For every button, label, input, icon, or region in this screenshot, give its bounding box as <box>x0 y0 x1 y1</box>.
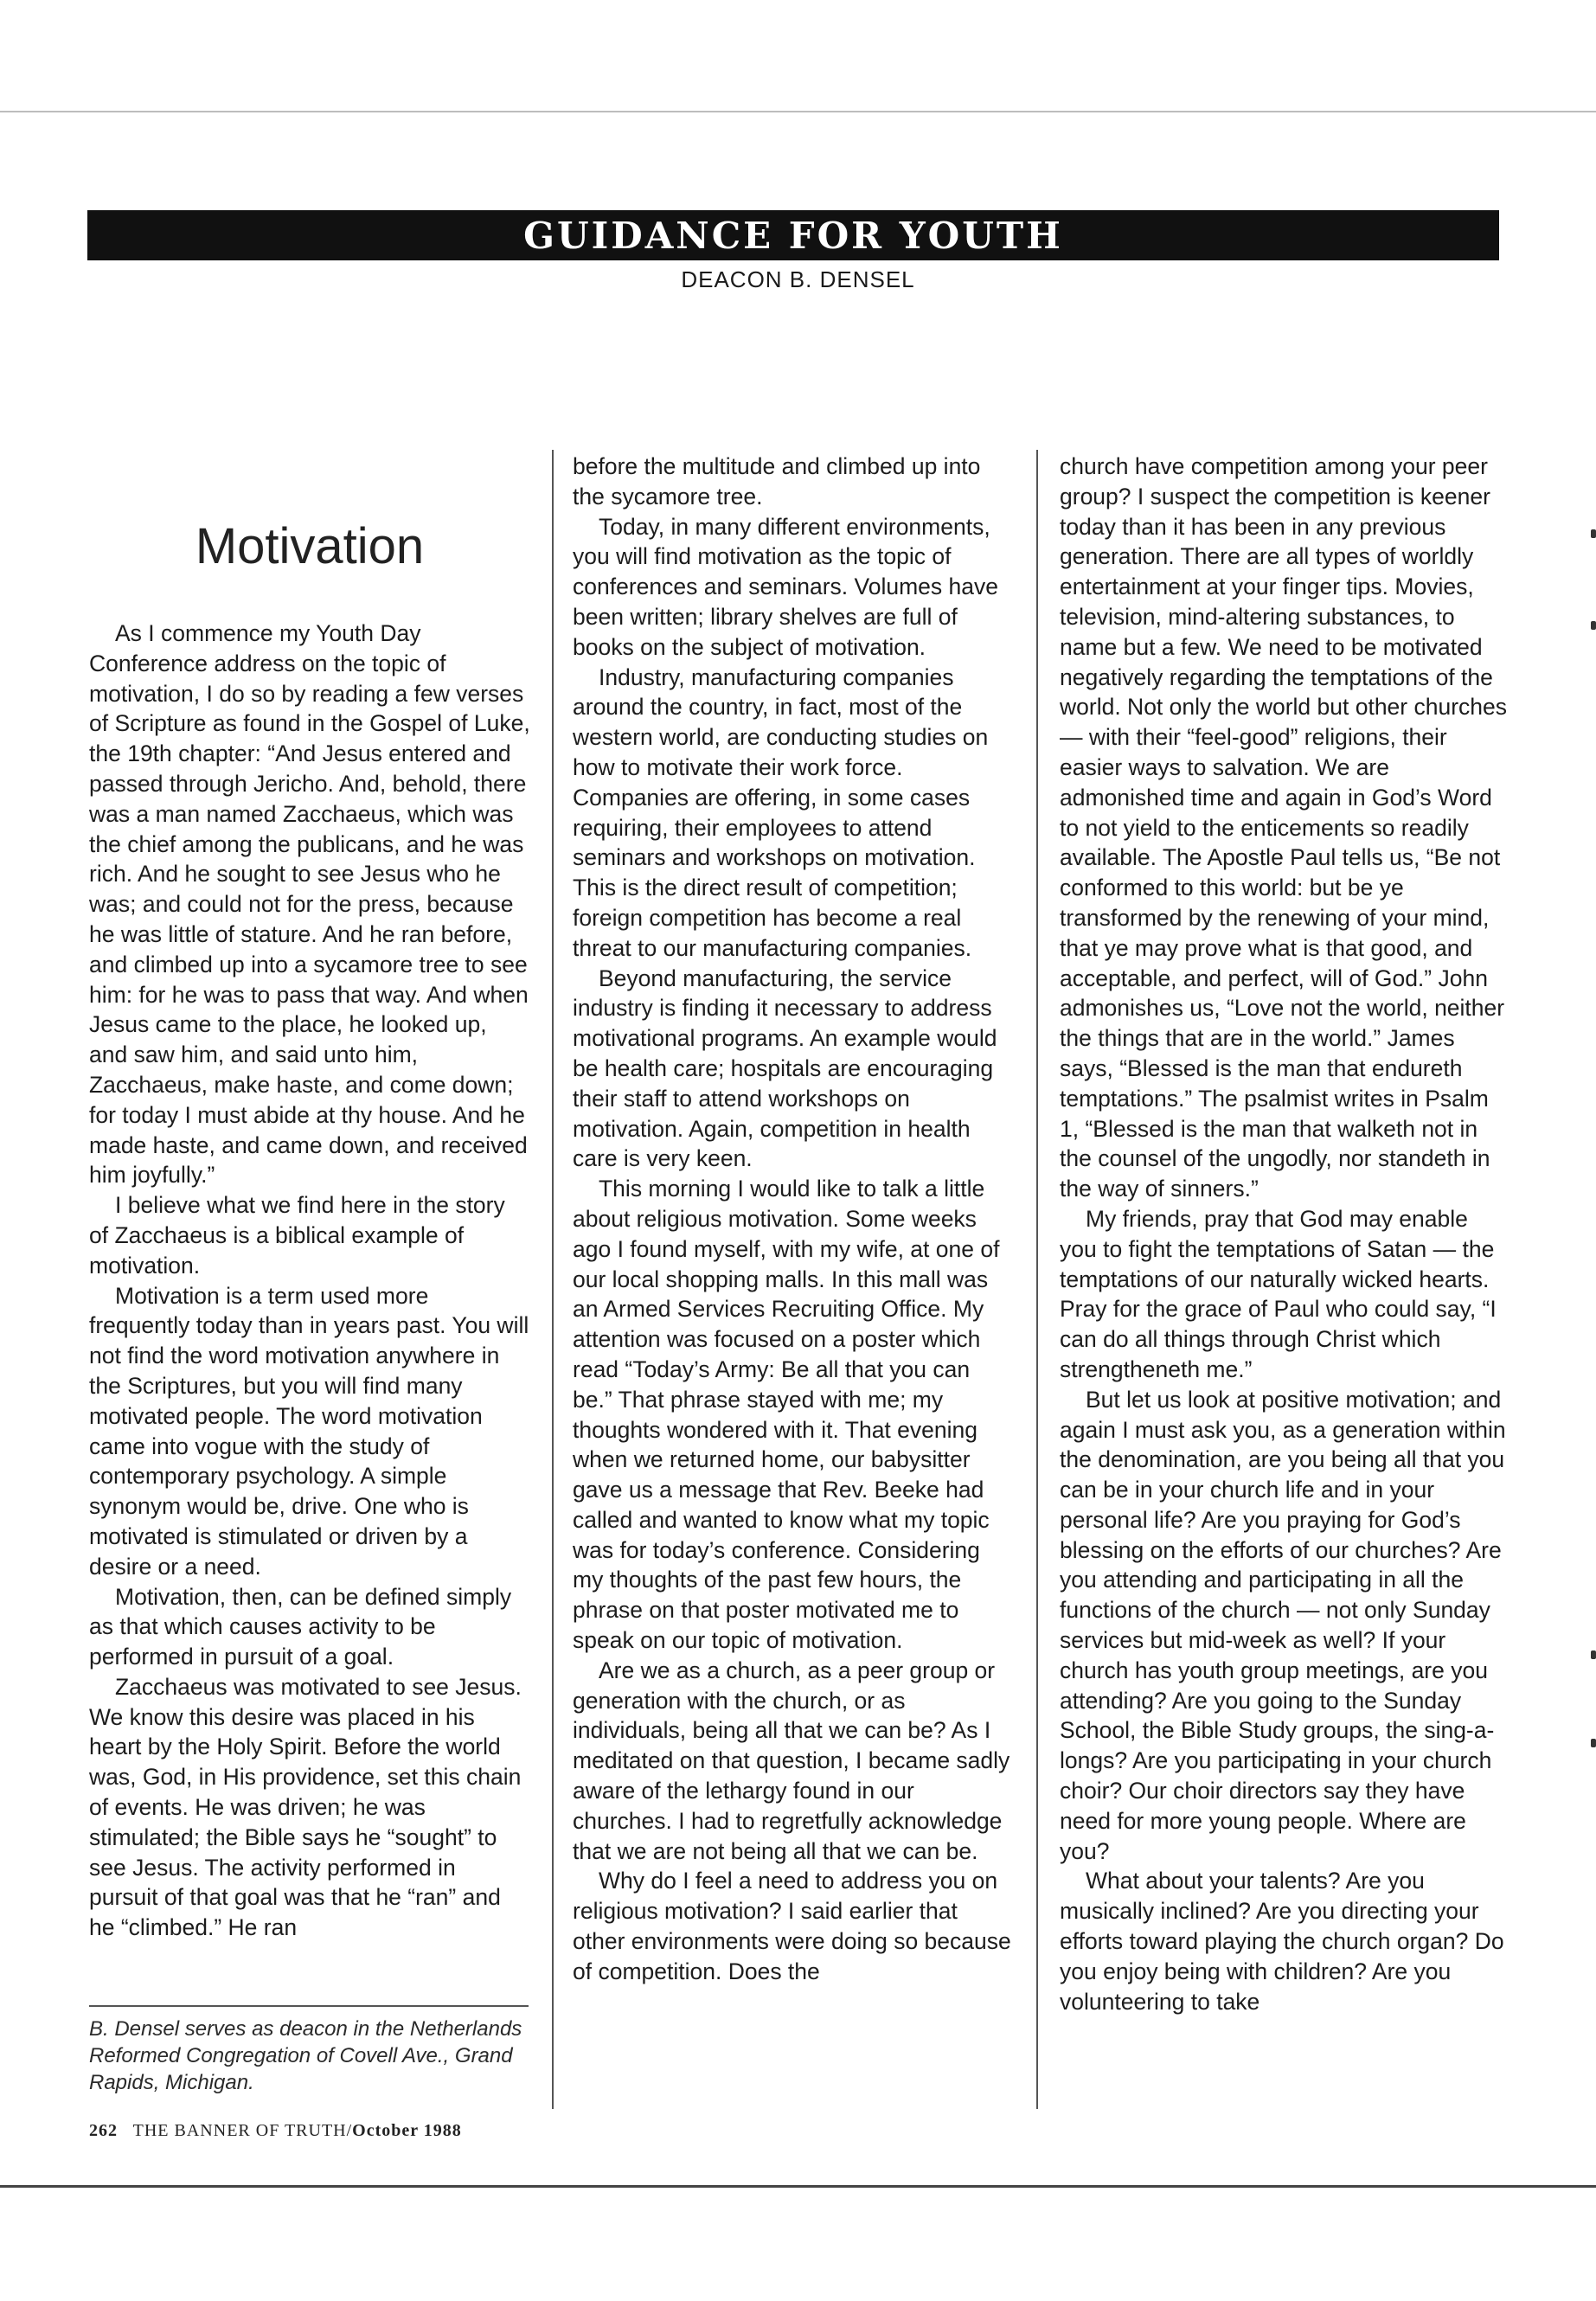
section-title: GUIDANCE FOR YOUTH <box>523 214 1063 257</box>
paragraph: Motivation is a term used more frequently today than in years past. You will not find the word motivation anywhere in the Scriptures, but you will find many motivated people. The word motivation came into vogue with the study of contemporary psychology. A simple synonym would be, drive. One who is motivated is stimulated or driven by a desire or a need. <box>89 1282 529 1580</box>
paragraph: Today, in many different environments, you will find motivation as the topic of conferences and seminars. Volumes have been written; library shelves are full of books on the subject of motivation. <box>573 513 998 660</box>
paragraph: Industry, manufacturing companies around the country, in fact, most of the western world, are conducting studies on how to motivate their work force. Companies are offering, in some cases requiring, their employees to attend seminars and workshops on motivation. This is the direct result of competition; foreign competition has become a real threat to our manufacturing companies. <box>573 663 989 961</box>
page-footer <box>89 2121 462 2141</box>
scan-edge-mark <box>1591 1739 1596 1747</box>
page-bottom-rule <box>0 2185 1596 2188</box>
paragraph: As I commence my Youth Day Conference address on the topic of motivation, I do so by reading a few verses of Scripture as found in the Gospel of Luke, the 19th chapter: “And Jesus entered and passed through Jericho. And, behold, there was a man named Zacchaeus, which was the chief among the publicans, and he was rich. And he sought to see Jesus who he was; and could not for the press, because he was little of stature. And he ran before, and climbed up into a sycamore tree to see him: for he was to pass that way. And when Jesus came to the place, he looked up, and saw him, and said unto him, Zacchaeus, make haste, and come down; for today I must abide at thy house. And he made haste, and came down, and received him joyfully.” <box>89 620 530 1189</box>
article-title: Motivation <box>195 518 425 574</box>
column-divider <box>1036 450 1038 2109</box>
paragraph: Motivation, then, can be defined simply as that which causes activity to be performed in pursuit of a goal. <box>89 1583 512 1670</box>
scan-edge-mark <box>1591 1650 1596 1659</box>
paragraph: Zacchaeus was motivated to see Jesus. We know this desire was placed in his heart by the Holy Spirit. Before the world was, God, in His providence, set this chain of events. He was driven; he was stimulated; the Bible says he “sought” to see Jesus. The activity performed in pursuit of that goal was that he “ran” and he “climbed.” He ran <box>89 1673 522 1941</box>
scan-edge-mark <box>1591 529 1596 538</box>
page-number: 262 <box>89 2121 118 2140</box>
paragraph: Beyond manufacturing, the service industry is finding it necessary to address motivational programs. An example would be health care; hospitals are encouraging their staff to attend workshops on motivation. Again, competition in health care is very keen. <box>573 965 997 1172</box>
publication-name: THE BANNER OF TRUTH <box>132 2121 347 2140</box>
section-banner <box>87 210 1499 260</box>
column-divider <box>552 450 554 2109</box>
paragraph: But let us look at positive motivation; and again I must ask you, as a generation within the denomination, are you being all that you can be in your church life and in your personal life? Are you praying for God’s blessing on the efforts of our churches? Are you attending and participating in all the functions of the church — not only Sunday services but mid-week as well? If your church has youth group meetings, are you attending? Are you going to the Sunday School, the Bible Study groups, the sing-a-longs? Are you participating in your church choir? Our choir directors say they have need for more young people. Where are you? <box>1060 1386 1506 1864</box>
footer-separator: / <box>346 2121 353 2140</box>
column-3 <box>1060 452 1509 2016</box>
byline: DEACON B. DENSEL <box>681 266 915 292</box>
paragraph: before the multitude and climbed up into the sycamore tree. <box>573 453 981 510</box>
paragraph: What about your talents? Are you musically inclined? Are you directing your efforts toward playing the church organ? Do you enjoy being with children? Are you volunteering to take <box>1060 1868 1504 2015</box>
footnote-rule <box>89 2005 529 2007</box>
paragraph: I believe what we find here in the story of Zacchaeus is a biblical example of motivation. <box>89 1192 505 1279</box>
paragraph: church have competition among your peer group? I suspect the competition is keener today than it has been in any previous generation. There are all types of worldly entertainment at your finger tips. Movies, television, mind-altering substances, to name but a few. We need to be motivated negatively regarding the temptations of the world. Not only the world but other churches — with their “feel-good” religions, their easier ways to salvation. We are admonished time and again in God’s Word to not yield to the enticements so readily available. The Apostle Paul tells us, “Be not conformed to this world: but be ye transformed by the renewing of your mind, that ye may prove what is that good, and acceptable, and perfect, will of God.” John admonishes us, “Love not the world, neither the things that are in the world.” James says, “Blessed is the man that endureth temptations.” The psalmist writes in Psalm 1, “Blessed is the man that walketh not in the counsel of the ungodly, nor standeth in the way of sinners.” <box>1060 453 1508 1202</box>
column-2 <box>573 452 1015 1987</box>
column-1 <box>89 619 530 1943</box>
author-footnote: B. Densel serves as deacon in the Netherlands Reformed Congregation of Covell Ave., Grand Rapids, Michigan. <box>89 2017 522 2094</box>
paragraph: Why do I feel a need to address you on religious motivation? I said earlier that other environments were doing so because of competition. Does the <box>573 1868 1011 1984</box>
issue-date: October 1988 <box>352 2121 462 2140</box>
paragraph: My friends, pray that God may enable you to fight the temptations of Satan — the temptations of our naturally wicked hearts. Pray for the grace of Paul who could say, “I can do all things through Christ which strengtheneth me.” <box>1060 1205 1497 1382</box>
paragraph: Are we as a church, as a peer group or generation with the church, or as individuals, being all that we can be? As I meditated on that question, I became sadly aware of the lethargy found in our churches. I had to regretfully acknowledge that we are not being all that we can be. <box>573 1657 1010 1864</box>
paragraph: This morning I would like to talk a little about religious motivation. Some weeks ago I found myself, with my wife, at one of our local shopping malls. In this mall was an Armed Services Recruiting Office. My attention was focused on a poster which read “Today’s Army: Be all that you can be.” That phrase stayed with me; my thoughts wondered with it. That evening when we returned home, our babysitter gave us a message that Rev. Beeke had called and wanted to know what my topic was for today’s conference. Considering my thoughts of the past few hours, the phrase on that poster motivated me to speak on our topic of motivation. <box>573 1176 1000 1654</box>
page-top-rule <box>0 111 1596 112</box>
scan-edge-mark <box>1591 621 1596 630</box>
